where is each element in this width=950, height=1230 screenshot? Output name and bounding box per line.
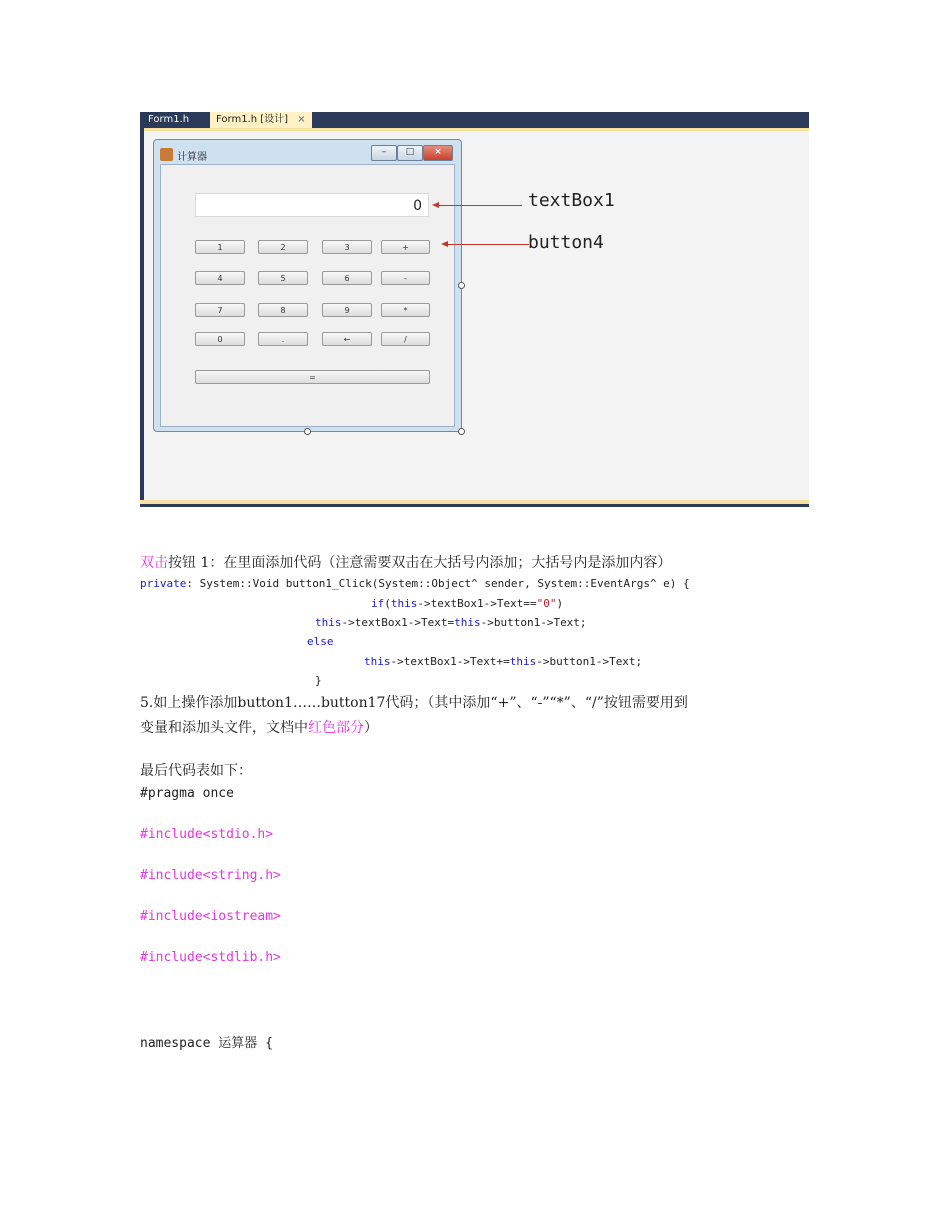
- code-line-6: }: [315, 674, 322, 687]
- calc-button-dot[interactable]: .: [258, 332, 308, 346]
- close-button[interactable]: ×: [423, 145, 453, 161]
- minimize-button[interactable]: –: [371, 145, 397, 161]
- keyword: else: [307, 635, 334, 648]
- calc-button-4[interactable]: 4: [195, 271, 245, 285]
- tab-label: Form1.h [设计]: [216, 114, 289, 125]
- paragraph-text: 按钮 1：在里面添加代码（注意需要双击在大括号内添加；大括号内是添加内容）: [168, 555, 672, 571]
- textbox1-display[interactable]: 0: [195, 193, 429, 217]
- calc-button-plus[interactable]: +: [381, 240, 430, 254]
- code-include: #include<string.h>: [140, 868, 281, 883]
- code-line-2: [371, 597, 563, 610]
- calc-button-3[interactable]: 3: [322, 240, 372, 254]
- calc-button-8[interactable]: 8: [258, 303, 308, 317]
- code-include: #include<stdio.h>: [140, 827, 274, 842]
- code-text: ->textBox1->Text=: [341, 616, 455, 629]
- keyword: private: [140, 577, 187, 590]
- resize-handle-corner[interactable]: [458, 428, 465, 435]
- editor-tab-bar: [140, 112, 809, 128]
- code-pragma: #pragma once: [140, 786, 234, 801]
- tab-form1-design[interactable]: [210, 112, 312, 128]
- code-include: #include<stdlib.h>: [140, 950, 281, 965]
- resize-handle-right[interactable]: [458, 282, 465, 289]
- resize-handle-bottom[interactable]: [304, 428, 311, 435]
- calc-button-0[interactable]: 0: [195, 332, 245, 346]
- arrow-to-textbox: [436, 205, 522, 206]
- calc-button-9[interactable]: 9: [322, 303, 372, 317]
- code-line-4: [307, 635, 334, 648]
- app-icon: [160, 148, 173, 161]
- keyword: this: [364, 655, 391, 668]
- ide-left-border: [140, 128, 144, 507]
- calc-button-minus[interactable]: -: [381, 271, 430, 285]
- ide-bottom-border: [140, 504, 809, 507]
- string-literal: "0": [536, 597, 557, 610]
- paragraph-text: ）: [364, 720, 378, 736]
- code-line-1: [140, 577, 690, 590]
- code-text: ->textBox1->Text==: [417, 597, 537, 610]
- code-namespace: namespace 运算器 {: [140, 1036, 273, 1051]
- code-text: (: [384, 597, 391, 610]
- highlight-text: 双击: [140, 555, 168, 571]
- paragraph-step5-line2: [140, 717, 378, 737]
- calc-button-backspace[interactable]: ←: [322, 332, 372, 346]
- code-line-5: [364, 655, 642, 668]
- form-client-area: [160, 164, 455, 427]
- close-icon[interactable]: ×: [297, 114, 306, 125]
- calc-button-divide[interactable]: /: [381, 332, 430, 346]
- maximize-button[interactable]: □: [397, 145, 423, 161]
- calc-button-multiply[interactable]: *: [381, 303, 430, 317]
- calc-button-1[interactable]: 1: [195, 240, 245, 254]
- keyword: this: [509, 655, 537, 668]
- keyword: this: [390, 597, 418, 610]
- code-text: ): [556, 597, 564, 610]
- highlight-text: 红色部分: [308, 720, 364, 736]
- code-text: ->textBox1->Text+=: [390, 655, 510, 668]
- paragraph-text: 变量和添加头文件，文档中: [140, 720, 308, 736]
- code-include: #include<iostream>: [140, 909, 281, 924]
- form-title: 计算器: [177, 152, 207, 163]
- calc-button-2[interactable]: 2: [258, 240, 308, 254]
- code-text: ->button1->Text;: [480, 616, 587, 629]
- paragraph-double-click: [140, 552, 671, 572]
- paragraph-step5-line1: 5.如上操作添加button1……button17代码；（其中添加“+”、“-”“*”、“/”按钮需要用到: [140, 695, 688, 711]
- arrowhead-icon: [441, 241, 448, 247]
- tab-label: Form1.h: [148, 114, 190, 125]
- code-text: : System::Void button1_Click(System::Object^ sender, System::EventArgs^ e) {: [186, 577, 690, 590]
- calc-button-6[interactable]: 6: [322, 271, 372, 285]
- code-line-3: [315, 616, 587, 629]
- annotation-textbox1: textBox1: [528, 190, 615, 211]
- calculator-form-window: [153, 139, 462, 432]
- paragraph-final-code: 最后代码表如下：: [140, 763, 252, 779]
- keyword: this: [454, 616, 481, 629]
- calc-button-equals[interactable]: =: [195, 370, 430, 384]
- ide-screenshot: [140, 112, 809, 507]
- arrowhead-icon: [432, 202, 439, 208]
- arrow-to-button4: [445, 244, 529, 245]
- calc-button-5[interactable]: 5: [258, 271, 308, 285]
- calc-button-7[interactable]: 7: [195, 303, 245, 317]
- code-text: ->button1->Text;: [536, 655, 643, 668]
- annotation-button4: button4: [528, 232, 604, 253]
- keyword: this: [315, 616, 342, 629]
- tab-form1-h[interactable]: [142, 112, 195, 128]
- keyword: if: [371, 597, 385, 610]
- tab-underline: [140, 128, 809, 131]
